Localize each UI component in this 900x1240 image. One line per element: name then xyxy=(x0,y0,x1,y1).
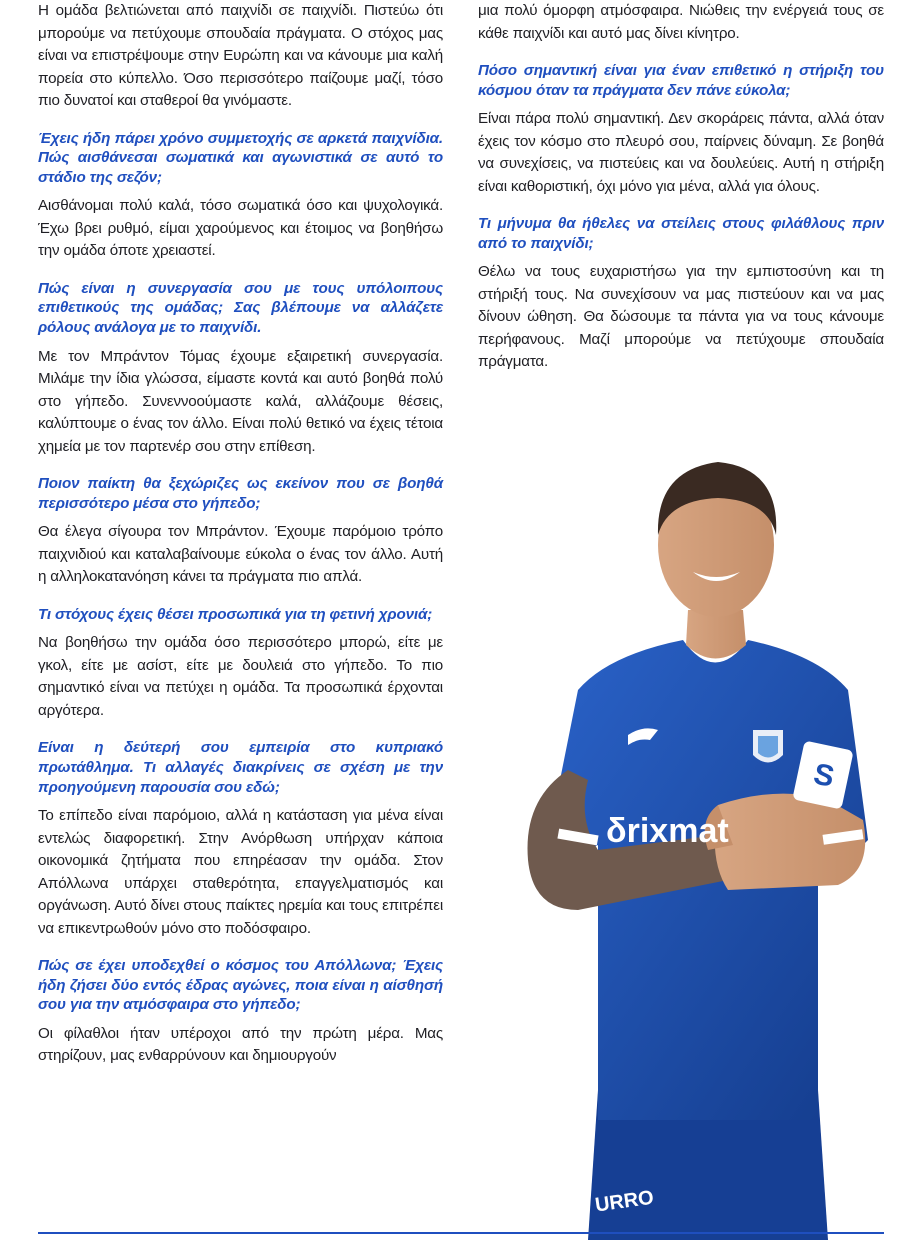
qa-item xyxy=(38,474,443,589)
shirt-sponsor: δrixmat xyxy=(606,812,729,850)
qa-item xyxy=(38,956,443,1068)
answer-text: Θα έλεγα σίγουρα τον Μπράντον. Έχουμε παρόμοιο τρόπο παιχνιδιού και καταλαβαίνουμε εύκολα ο ένας τον άλλο. Αυτή η αλληλοκατανόηση κάνει τα πράγματα πιο απλά. xyxy=(38,523,443,586)
shorts-sponsor: URRO xyxy=(593,1186,656,1217)
qa-item xyxy=(38,605,443,723)
question-text: Ποιον παίκτη θα ξεχώριζες ως εκείνον που σε βοηθά περισσότερο μέσα στο γήπεδο; xyxy=(38,475,443,512)
question-text: Πώς σε έχει υποδεχθεί ο κόσμος του Απόλλωνα; Έχεις ήδη ζήσει δύο εντός έδρας αγώνες, ποια είναι η αίσθησή σου για την ατμόσφαιρα στο γήπεδο; xyxy=(38,957,443,1014)
qa-item xyxy=(38,738,443,940)
answer-text: Οι φίλαθλοι ήταν υπέροχοι από την πρώτη μέρα. Μας στηρίζουν, μας ενθαρρύνουν και δημιουργούν xyxy=(38,1024,443,1065)
qa-item xyxy=(478,214,884,374)
continued-answer: μια πολύ όμορφη ατμόσφαιρα. Νιώθεις την ενέργειά τους σε κάθε παιχνίδι και αυτό μας δίνει κίνητρο. xyxy=(478,2,884,42)
answer-text: Θέλω να τους ευχαριστήσω για την εμπιστοσύνη και τη στήριξή τους. Να συνεχίσουν να μας πιστεύουν και να μας δίνουν ώθηση. Θα δώσουμε τα πάντα για να τους κάνουμε περήφανους. Μαζί μπορούμε να πετύχουμε σπουδαία πράγματα. xyxy=(478,263,884,371)
question-text: Πόσο σημαντική είναι για έναν επιθετικό η στήριξη του κόσμου όταν τα πράγματα δεν πάνε εύκολα; xyxy=(478,62,884,99)
bottom-rule xyxy=(38,1232,884,1234)
left-column xyxy=(38,0,443,1084)
qa-item xyxy=(478,61,884,198)
qa-item xyxy=(38,129,443,263)
sleeve-badge: S xyxy=(810,757,838,794)
question-text: Έχεις ήδη πάρει χρόνο συμμετοχής σε αρκετά παιχνίδια. Πώς αισθάνεσαι σωματικά και αγωνιστικά σε αυτό το στάδιο της σεζόν; xyxy=(38,129,443,186)
question-text: Είναι η δεύτερή σου εμπειρία στο κυπριακό πρωτάθλημα. Τι αλλαγές διακρίνεις σε σχέση με την προηγούμενη παρουσία σου εδώ; xyxy=(38,739,443,796)
player-photo xyxy=(518,440,888,1240)
intro-paragraph: Η ομάδα βελτιώνεται από παιχνίδι σε παιχνίδι. Πιστεύω ότι μπορούμε να πετύχουμε σπουδαία πράγματα. Ο στόχος μας είναι να επιστρέψουμε στην Ευρώπη και να κάνουμε μια καλή πορεία στο κύπελλο. Όσο περισσότερο παίζουμε μαζί, τόσο πιο δυνατοί και σταθεροί θα γινόμαστε. xyxy=(38,2,443,109)
question-text: Τι στόχους έχεις θέσει προσωπικά για τη φετινή χρονιά; xyxy=(38,605,433,623)
club-crest-icon xyxy=(753,730,783,763)
neck xyxy=(686,610,746,659)
answer-text: Αισθάνομαι πολύ καλά, τόσο σωματικά όσο και ψυχολογικά. Έχω βρει ρυθμό, είμαι χαρούμενος και έτοιμος να βοηθήσω την ομάδα όποτε χρειαστεί. xyxy=(38,197,443,260)
right-column xyxy=(478,0,884,390)
qa-item xyxy=(38,279,443,458)
answer-text: Το επίπεδο είναι παρόμοιο, αλλά η κατάσταση για μένα είναι εντελώς διαφορετική. Στην Ανόρθωση υπήρχαν κάποια οικονομικά ζητήματα που επηρέασαν την ομάδα. Στον Απόλλωνα υπάρχει σταθερότητα, επαγγελματισμός και οργάνωση. Αυτό δίνει στους παίκτες ηρεμία και τους επιτρέπει να επικεντρωθούν μόνο στο ποδόσφαιρο. xyxy=(38,807,443,937)
question-text: Πώς είναι η συνεργασία σου με τους υπόλοιπους επιθετικούς της ομάδας; Σας βλέπουμε να αλλάζετε ρόλους ανάλογα με το παιχνίδι. xyxy=(38,279,443,336)
question-text: Τι μήνυμα θα ήθελες να στείλεις στους φιλάθλους πριν από το παιχνίδι; xyxy=(478,215,884,252)
answer-text: Να βοηθήσω την ομάδα όσο περισσότερο μπορώ, είτε με γκολ, είτε με ασίστ, είτε με δουλειά στο γήπεδο. Το πιο σημαντικό είναι να πετύχει η ομάδα. Τα προσωπικά έρχονται αργότερα. xyxy=(38,634,443,719)
answer-text: Είναι πάρα πολύ σημαντική. Δεν σκοράρεις πάντα, αλλά όταν έχεις τον κόσμο στο πλευρό σου, παίρνεις δύναμη. Σε βοηθά να συνεχίσεις, να πιστεύεις και να δουλεύεις. Αυτή η στήριξη είναι καθοριστική, όχι μόνο για μένα, αλλά για όλους. xyxy=(478,110,884,195)
answer-text: Με τον Μπράντον Τόμας έχουμε εξαιρετική συνεργασία. Μιλάμε την ίδια γλώσσα, είμαστε κοντά και αυτό βοηθά πολύ στο γήπεδο. Συνεννοούμαστε καλά, αλλάζουμε θέσεις, καλύπτουμε ο ένας τον άλλο. Είναι πολύ θετικό να έχεις τέτοια χημεία με τον παρτενέρ σου στην επίθεση. xyxy=(38,347,443,455)
